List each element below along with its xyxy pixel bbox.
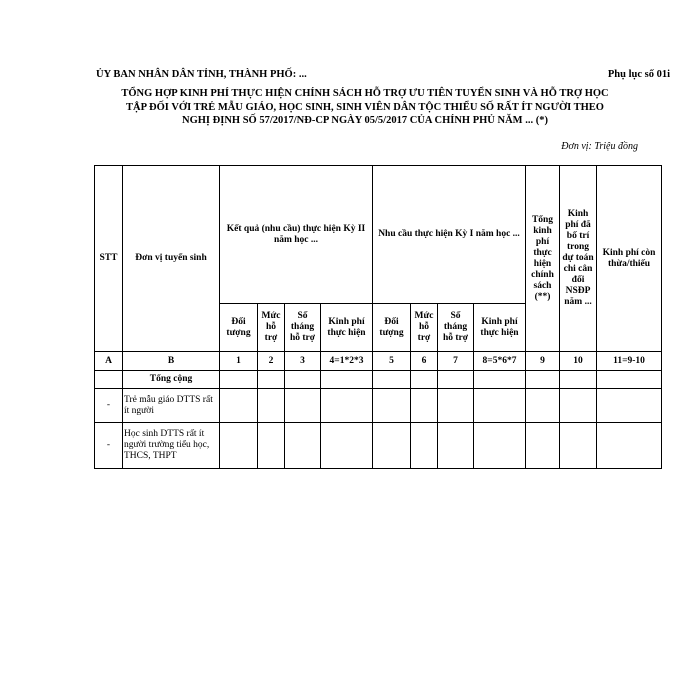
table-cell xyxy=(438,371,474,389)
total-row xyxy=(95,371,662,389)
table-cell xyxy=(411,423,438,469)
column-code-row xyxy=(95,352,662,371)
table-cell xyxy=(220,423,258,469)
table-cell xyxy=(438,389,474,423)
document-title xyxy=(60,87,670,128)
header-semester-2-results: Kết quả (nhu cầu) thực hiện Kỳ II năm học ... xyxy=(220,166,373,304)
column-code: 9 xyxy=(526,352,560,371)
table-cell xyxy=(373,371,411,389)
column-code: 10 xyxy=(560,352,597,371)
column-code: 2 xyxy=(258,352,285,371)
table-cell xyxy=(560,371,597,389)
table-cell xyxy=(258,371,285,389)
table-cell xyxy=(285,371,321,389)
table-row xyxy=(95,423,662,469)
column-code: 3 xyxy=(285,352,321,371)
header-unit: Đơn vị tuyển sinh xyxy=(123,166,220,352)
table-cell xyxy=(474,389,526,423)
table-cell xyxy=(258,423,285,469)
subheader-support-rate: Mức hỗ trợ xyxy=(258,304,285,352)
column-code: 4=1*2*3 xyxy=(321,352,373,371)
table-cell xyxy=(258,389,285,423)
table-cell xyxy=(321,371,373,389)
table-cell xyxy=(526,371,560,389)
header-row-1 xyxy=(95,166,662,304)
subheader-cost: Kinh phí thực hiện xyxy=(474,304,526,352)
column-code: A xyxy=(95,352,123,371)
subheader-beneficiaries: Đối tượng xyxy=(373,304,411,352)
table-cell xyxy=(373,423,411,469)
summary-table xyxy=(94,165,662,469)
table-cell xyxy=(321,389,373,423)
subheader-cost: Kinh phí thực hiện xyxy=(321,304,373,352)
title-line: TỔNG HỢP KINH PHÍ THỰC HIỆN CHÍNH SÁCH HỖ TRỢ ƯU TIÊN TUYỂN SINH VÀ HỖ TRỢ HỌC xyxy=(121,88,609,99)
table-cell xyxy=(597,389,662,423)
subheader-support-rate: Mức hỗ trợ xyxy=(411,304,438,352)
column-code: 5 xyxy=(373,352,411,371)
currency-unit: Đơn vị: Triệu đồng xyxy=(561,141,638,152)
title-line: TẬP ĐỐI VỚI TRẺ MẪU GIÁO, HỌC SINH, SINH VIÊN DÂN TỘC THIỂU SỐ RẤT ÍT NGƯỜI THEO xyxy=(126,101,604,113)
table-cell xyxy=(285,389,321,423)
table-cell xyxy=(411,389,438,423)
header-semester-1-needs: Nhu cầu thực hiện Kỳ I năm học ... xyxy=(373,166,526,304)
column-code: B xyxy=(123,352,220,371)
row-stt: - xyxy=(95,389,123,423)
column-code: 1 xyxy=(220,352,258,371)
column-code: 11=9-10 xyxy=(597,352,662,371)
table-cell xyxy=(560,389,597,423)
table-cell xyxy=(526,423,560,469)
appendix-number: Phụ lục số 01i xyxy=(607,69,670,80)
subheader-beneficiaries: Đối tượng xyxy=(220,304,258,352)
table-cell xyxy=(597,423,662,469)
table-cell xyxy=(597,371,662,389)
table-cell xyxy=(95,371,123,389)
table-cell xyxy=(474,371,526,389)
subheader-support-months: Số tháng hỗ trợ xyxy=(285,304,321,352)
subheader-support-months: Số tháng hỗ trợ xyxy=(438,304,474,352)
table-cell xyxy=(220,371,258,389)
header-total-cost: Tổng kinh phí thực hiện chính sách (**) xyxy=(526,166,560,352)
table-cell xyxy=(474,423,526,469)
table-cell xyxy=(411,371,438,389)
title-line: NGHỊ ĐỊNH SỐ 57/2017/NĐ-CP NGÀY 05/5/2017 CỦA CHÍNH PHỦ NĂM ... (*) xyxy=(182,115,548,126)
table-cell xyxy=(373,389,411,423)
row-label: Trẻ mẫu giáo DTTS rất ít người xyxy=(123,389,220,423)
row-stt: - xyxy=(95,423,123,469)
column-code: 8=5*6*7 xyxy=(474,352,526,371)
header-stt: STT xyxy=(95,166,123,352)
table-cell xyxy=(560,423,597,469)
table-cell xyxy=(438,423,474,469)
table-row xyxy=(95,389,662,423)
row-label: Học sinh DTTS rất ít người trường tiểu học, THCS, THPT xyxy=(123,423,220,469)
column-code: 6 xyxy=(411,352,438,371)
table-cell xyxy=(321,423,373,469)
table-cell xyxy=(526,389,560,423)
column-code: 7 xyxy=(438,352,474,371)
table-cell xyxy=(285,423,321,469)
agency-name: ỦY BAN NHÂN DÂN TỈNH, THÀNH PHỐ: ... xyxy=(96,69,307,80)
table-cell xyxy=(220,389,258,423)
header-remaining-budget: Kinh phí còn thừa/thiếu xyxy=(597,166,662,352)
header-allocated-budget: Kinh phí đã bố trí trong dự toán chi cân đối NSĐP năm ... xyxy=(560,166,597,352)
total-label: Tổng cộng xyxy=(123,371,220,389)
